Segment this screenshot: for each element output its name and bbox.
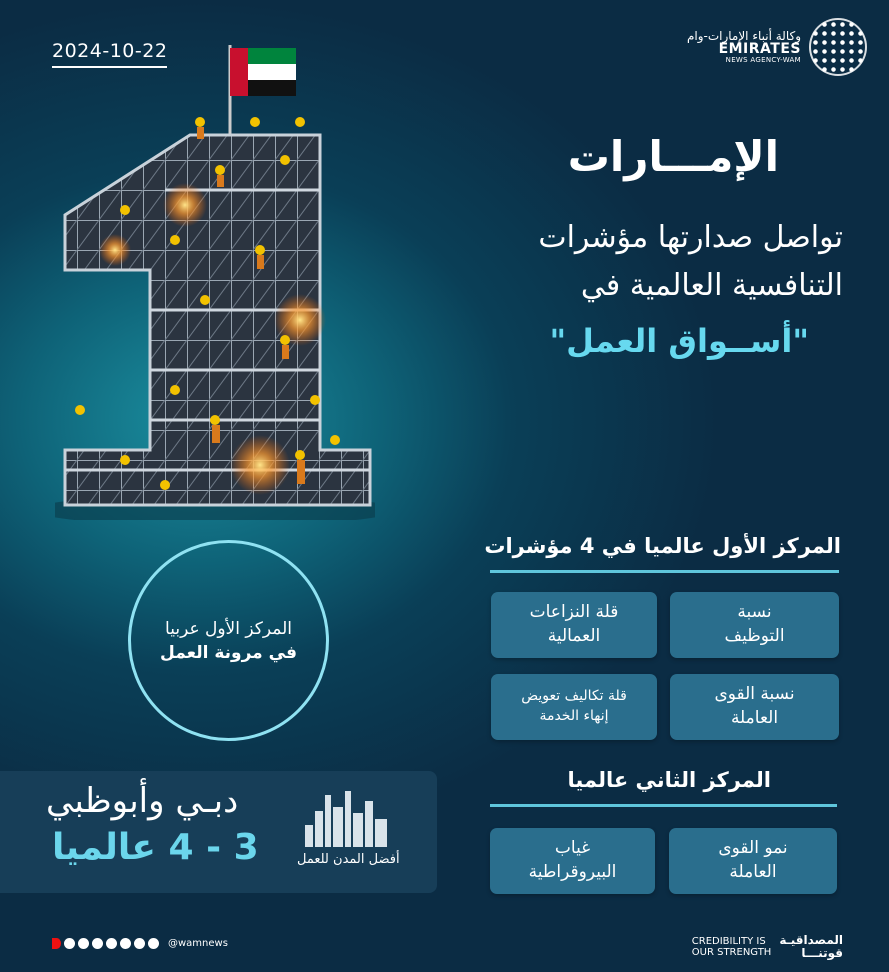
- arab-rank-circle: [128, 540, 329, 741]
- social-handle[interactable]: @wamnews: [168, 938, 228, 949]
- card-text: نمو القوى العاملة: [718, 838, 788, 882]
- card-labour-disputes: [491, 592, 657, 658]
- first-rank-heading: المركز الأول عالميا في 4 مؤشرات: [484, 534, 841, 558]
- card-text: نسبة القوى العاملة: [714, 684, 795, 728]
- card-text: غياب البيروقراطية: [528, 838, 617, 882]
- cities-rank: 3 - 4 عالميا: [52, 827, 259, 868]
- card-employment-ratio: [670, 592, 839, 658]
- flickr-icon[interactable]: [106, 938, 117, 949]
- headline-line-2: التنافسية العالمية في: [580, 268, 843, 303]
- card-bureaucracy: [490, 828, 655, 894]
- facebook-icon[interactable]: [120, 938, 131, 949]
- logo-arabic: وكالة أنباء الإمارات-وام: [686, 28, 801, 43]
- footer-slogan: [692, 934, 843, 959]
- arab-rank-line-2: في مرونة العمل: [160, 642, 297, 663]
- linkedin-icon[interactable]: [92, 938, 103, 949]
- headline-title: الإمـــارات: [567, 132, 779, 181]
- slogan-arabic-2: قوتنـــا: [801, 945, 843, 960]
- cities-label: أفضل المدن للعمل: [297, 852, 400, 867]
- date-label: 2024-10-22: [52, 40, 167, 68]
- skyline-icon: [303, 787, 391, 847]
- x-icon[interactable]: [64, 938, 75, 949]
- social-links: [52, 938, 228, 949]
- instagram-icon[interactable]: [148, 938, 159, 949]
- headline-line-1: تواصل صدارتها مؤشرات: [538, 220, 843, 255]
- card-text: قلة النزاعات العمالية: [529, 602, 619, 646]
- cities-names: دبـي وأبوظبي: [46, 781, 239, 821]
- card-labour-force-ratio: [670, 674, 839, 740]
- card-text: نسبة التوظيف: [724, 602, 785, 646]
- card-text: قلة تكاليف تعويض إنهاء الخدمة: [521, 688, 627, 724]
- card-severance-cost: [491, 674, 657, 740]
- number-one-scaffold-illustration: [55, 40, 375, 520]
- headline-line-3: "أســواق العمل": [549, 322, 809, 360]
- youtube-icon[interactable]: [78, 938, 89, 949]
- divider-line: [490, 804, 837, 807]
- slogan-english-1: CREDIBILITY IS: [691, 935, 766, 947]
- logo-english: EMIRATES: [718, 41, 801, 58]
- slogan-arabic-1: المصداقيـة: [779, 933, 843, 947]
- second-rank-heading: المركز الثاني عالميا: [567, 768, 771, 792]
- wam-logo: [687, 18, 867, 76]
- slogan-english-2: OUR STRENGTH: [691, 946, 772, 958]
- arab-rank-line-1: المركز الأول عربيا: [165, 618, 292, 639]
- wam-mark-icon: [52, 938, 61, 949]
- logo-subtitle: NEWS AGENCY-WAM: [725, 55, 801, 64]
- cities-box: [0, 771, 437, 893]
- divider-line: [490, 570, 839, 573]
- tiktok-icon[interactable]: [134, 938, 145, 949]
- globe-icon: [809, 18, 867, 76]
- card-labour-force-growth: [669, 828, 837, 894]
